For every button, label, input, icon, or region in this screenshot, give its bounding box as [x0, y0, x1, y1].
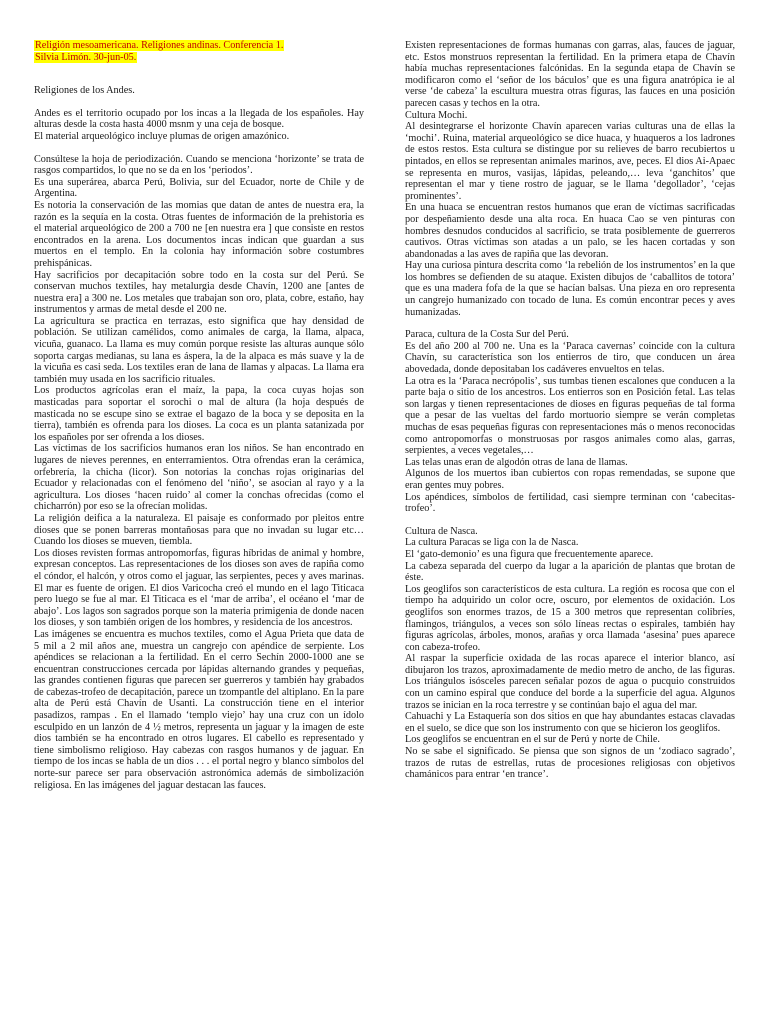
paragraph: Los geoglifos son característicos de esta cultura. La región es rocosa que con el tiempo ha adquirido un color ocre, oscuro, por elementos de oxidación. Los geoglifos son enormes trazos, de 15 a 300 metros que representan colibríes, flamingos, triángulos, a veces son sólo líneas rectas o espirales, también hay figuras agrícolas, árboles, monos, arañas y orca llamada ‘asesina’ pues aparece con cabeza-trofeo. — [405, 583, 735, 653]
paragraph: En una huaca se encuentran restos humanos que eran de víctimas sacrificadas por despeñamiento desde una alta roca. En huaca Cao se ven pinturas con hombres desnudos conducidos al sacrificio, se trata posiblemente de guerreros cautivos. Otras víctimas son atadas a un palo, se les hacen cortadas y son abandonadas a las aves de rapiña que las devoran. — [405, 202, 735, 260]
paragraph: La cultura Paracas se liga con la de Nasca. — [405, 537, 579, 549]
section-title-paracas: Paraca, cultura de la Costa Sur del Perú. — [405, 329, 569, 341]
paragraph: La agricultura se practica en terrazas, esto significa que hay densidad de población. Se utilizan camélidos, como animales de carga, la llama, alpaca, vicuña, guanaco. La llama es muy común porque resiste las alturas aunque sólo soporta cargas medianas, su lana es áspera, la de la alpaca es más suave y la de la vicuña es casi seda. Los textiles eran de lana de llamas y alpacas. La llama era también muy usada en los sacrificio rituales. — [34, 315, 364, 385]
paragraph: Los geoglifos se encuentran en el sur de Perú y norte de Chile. — [405, 734, 660, 746]
header-block — [34, 40, 364, 63]
paragraph: La cabeza separada del cuerpo da lugar a la aparición de plantas que brotan de éste. — [405, 560, 735, 584]
section-title-mochi: Cultura Mochi. — [405, 109, 468, 121]
paragraph: Al desintegrarse el horizonte Chavín aparecen varias culturas una de ellas la ‘mochi’. Ruina, material arqueológico se dice huaca, y huaqueros a los ladrones de estos restos. Esta cultura se distingue por su relieves de barro recubiertos u pintados, en ellos se representan animales marinos, ave, peces. El dios Ai-Apaec se representa en muros, vasijas, lápidas, peleando,… leva ‘ganchitos’ que representan el mar y tiene rostro de jaguar, se le llama ‘degollador’, ‘cejas prominentes’. — [405, 121, 735, 202]
left-column — [34, 40, 364, 791]
paragraph: Es del año 200 al 700 ne. Una es la ‘Paraca cavernas’ coincide con la cultura Chavín, su característica son los entierros de tiro, que conducen un área abovedada, donde depositaban los cadáveres envueltos en telas. — [405, 340, 735, 376]
paragraph: Hay una curiosa pintura descrita como ‘la rebelión de los instrumentos’ en la que los hombres se defienden de su ataque. Existen dibujos de ‘caballitos de totora’ que es una madera fofa de la que se hacían balsas. Una pieza en oro representa un cangrejo humanizado con tocado de luna. Es común encontrar peces y aves humanizadas. — [405, 260, 735, 318]
paragraph: Los productos agrícolas eran el maíz, la papa, la coca cuyas hojas son masticadas para soportar el sorochi o mal de altura (la hoja después de masticada no se escupe sino se extrae el bagazo de la boca y se deposita en la tierra), también es ofrenda para los dioses. La coca es un planta satanizada por los españoles por ser ofrenda a los dioses. — [34, 385, 364, 443]
paragraph: No se sabe el significado. Se piensa que son signos de un ‘zodiaco sagrado’, trazos de rutas de estrellas, rutas de procesiones religiosas con objetivos chamánicos para entrar ‘en trance’. — [405, 746, 735, 781]
section-title-nasca: Cultura de Nasca. — [405, 525, 478, 537]
paragraph: Los dioses revisten formas antropomorfas, figuras híbridas de animal y hombre, expresan conceptos. Las representaciones de los dioses son aves de rapiña como el cóndor, el halcón, y otros como el jaguar, las serpientes, peces y aves marinas. El mar es fuente de origen. El dios Varicocha creó el mundo en el lago Titicaca pero luego se fue al mar. El Titicaca es el ‘mar de arriba’, el océano el ‘mar de abajo’. Los lagos son sagrados porque son la materia primigenia de donde nacen los dioses, y son también origen de los hombres, y residencia de los ancestros. — [34, 547, 364, 629]
paragraph: Algunos de los muertos iban cubiertos con ropas remendadas, se supone que eran gentes muy pobres. — [405, 468, 735, 491]
paragraph: Hay sacrificios por decapitación sobre todo en la costa sur del Perú. Se conservan muchos textiles, hay metalurgia desde Chavín, 1200 ane [antes de nuestra era] a 300 ne. Los metales que trabajan son oro, plata, cobre, estaño, hay instrumentos y armas de metal desde el 200 ne. — [34, 269, 364, 316]
paragraph: La religión deifica a la naturaleza. El paisaje es conformado por pleitos entre dioses que se ponen barreras montañosas para que no invadan su lugar etc… Cuando los dioses se mueven, tiembla. — [34, 512, 364, 548]
paragraph: Es una superárea, abarca Perú, Bolivia, sur del Ecuador, norte de Chile y de Argentina. — [34, 176, 364, 200]
header-line-2: Silvia Limón. 30-jun-05. — [35, 51, 137, 63]
paragraph: Las imágenes se encuentra es muchos textiles, como el Agua Prieta que data de 5 mil a 2 mil años ane, muestra un cangrejo con apéndice de serpiente. Los apéndices se relacionan a la fertilidad. En el cerro Sechín 2000-1000 ane se encuentran construcciones cercada por lápidas alternando grandes y pequeñas, las grandes contienen figuras que parecen ser guerreros y también hay grabados de cabezas-trofeo de decapitación, parece un tzompantle del altiplano. En la pare alta de Perú está Chavín de Usanti. La construcción tiene en el interior pasadizos, rampas . En el llamado ‘templo viejo’ hay una cruz con un ídolo esculpido en un lanzón de 4 ½ metros, representa un jaguar y la imagen de este dios también se ha encontrado en otros lugares. El cabello es representado y tiene simbolismo religioso. Hay cabezas con rasgos humanos y de jaguar. En tiempo de los incas se habla de un dios . . . el portal negro y blanco símbolos del norte-sur parece ser para observación astronómica además de simbolización religiosa. En las imágenes del jaguar destacan las fauces. — [34, 628, 364, 791]
paragraph: Los apéndices, símbolos de fertilidad, casi siempre terminan con ‘cabecitas-trofeo’. — [405, 491, 735, 515]
paragraph: Las telas unas eran de algodón otras de lana de llamas. — [405, 456, 628, 468]
header-line-1: Religión mesoamericana. Religiones andinas. Conferencia 1. — [35, 40, 284, 51]
paragraph: Existen representaciones de formas humanas con garras, alas, fauces de jaguar, etc. Estos monstruos representan la fertilidad. En la primera etapa de Chavín había muchas representaciones falcónidas. En la segunda etapa de Chavín se modificaron como el ‘señor de los báculos’ que es una figura anatrópica ie al verse ‘de cabeza’ la escultura muestra otras figuras, las fauces en una posición parecen casas y techos en la otra. — [405, 40, 735, 109]
paragraph: Andes es el territorio ocupado por los incas a la llegada de los españoles. Hay alturas desde la costa hasta 4000 msnm y una ceja de bosque. — [34, 107, 364, 131]
paragraph: La otra es la ‘Paraca necrópolis’, sus tumbas tienen escalones que conducen a la parte baja o sitio de los ancestros. Los entierros son en Posición fetal. Las telas son largas y tienen representaciones de dioses en figuras pequeñas de tal forma que a pesar de las vueltas del fardo mortuorio siempre se verán completas muchas de esas pequeñas figuras con representaciones más o menos reconocidas como antropomorfas o monstruosas por rasgos animales como alas, garras, serpientes, a veces vegetales,… — [405, 375, 735, 457]
section-title-andes: Religiones de los Andes. — [34, 85, 135, 97]
paragraph: El material arqueológico incluye plumas de origen amazónico. — [34, 130, 290, 142]
paragraph: Consúltese la hoja de periodización. Cuando se menciona ‘horizonte’ se trata de rasgos compartidos, lo que no se da en los ‘periodos’. — [34, 153, 364, 177]
paragraph: Es notoria la conservación de las momias que datan de antes de nuestra era, la razón es la sequía en la costa. Otras fuentes de información de la prehistoria es el material arqueológico de 200 a 700 ne [en nuestra era ] que consiste en restos encontrados en la arena. Los documentos incas indican que guardan a sus muertos en el templo. En la colonia hay información sobre costumbres prehispánicas. — [34, 199, 364, 269]
paragraph: Cahuachi y La Estaquería son dos sitios en que hay abundantes estacas clavadas en el suelo, se dice que son los instrumento con que se hicieron los geoglifos. — [405, 711, 735, 734]
paragraph: Al raspar la superficie oxidada de las rocas aparece el interior blanco, así dibujaron los trazos, aproximadamente de medio metro de ancho, de las figuras. Los triángulos isósceles parecen señalar pozos de agua o pucquio construidos con un camino espiral que conduce del borde a la superficie del agua. Algunos trazos se inician en la roca terrestre y se continúan bajo el agua del mar. — [405, 653, 735, 711]
right-column — [405, 40, 735, 781]
paragraph: El ‘gato-demonio’ es una figura que frecuentemente aparece. — [405, 548, 654, 560]
paragraph: Las víctimas de los sacrificios humanos eran los niños. Se han encontrado en lugares de nieves perennes, en enterramientos. Otra ofrendas eran la cerámica, orfebrería, la chicha (licor). Son notorias la conchas rojas originarias del Ecuador y relacionadas con el fenómeno del ‘niño’, se asocian al rayo y a la agricultura. Los dioses ‘hacen ruido’ al comer la conchas ofrecidas (como el chicharrón) por eso se la ofrecían molidas. — [34, 443, 364, 513]
